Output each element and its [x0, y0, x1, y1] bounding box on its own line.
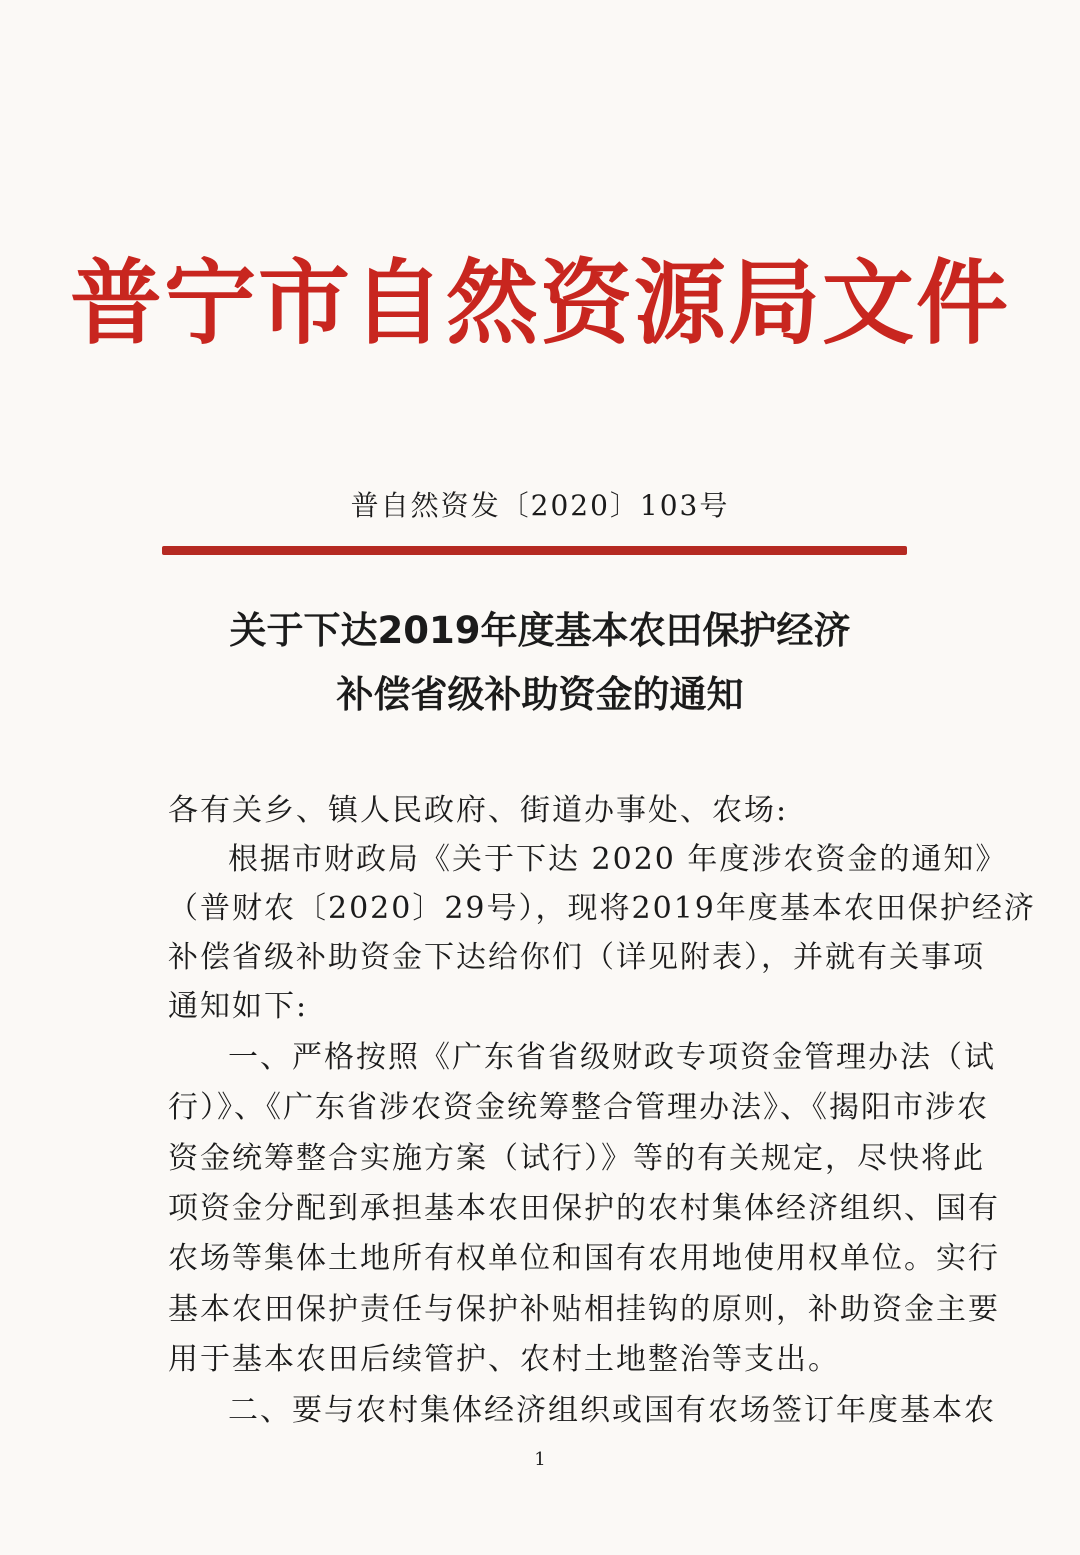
body-line: 一、严格按照《广东省省级财政专项资金管理办法（试 — [228, 1040, 996, 1075]
body-line: 基本农田保护责任与保护补贴相挂钩的原则，补助资金主要 — [168, 1292, 1000, 1327]
body-line: 行）》、《广东省涉农资金统筹整合管理办法》、《揭阳市涉农 — [168, 1090, 989, 1125]
page-number: 1 — [534, 1449, 546, 1470]
body-line: 通知如下: — [168, 989, 309, 1024]
document-number: 普自然资发〔2020〕103号 — [350, 489, 730, 522]
notice-title-line-2: 补偿省级补助资金的通知 — [336, 673, 744, 716]
body-line-addressee: 各有关乡、镇人民政府、街道办事处、农场: — [168, 793, 789, 828]
body-line: 根据市财政局《关于下达 2020 年度涉农资金的通知》 — [228, 842, 1008, 877]
body-line: 项资金分配到承担基本农田保护的农村集体经济组织、国有 — [168, 1191, 1000, 1226]
body-line: （普财农〔2020〕29号），现将2019年度基本农田保护经济 — [168, 891, 1036, 926]
body-line: 用于基本农田后续管护、农村土地整治等支出。 — [168, 1342, 840, 1377]
masthead-title: 普宁市自然资源局文件 — [69, 249, 1010, 357]
body-line: 农场等集体土地所有权单位和国有农用地使用权单位。实行 — [168, 1241, 1000, 1276]
body-line: 资金统筹整合实施方案（试行）》等的有关规定，尽快将此 — [168, 1141, 985, 1176]
notice-title-line-1: 关于下达2019年度基本农田保护经济 — [229, 609, 851, 652]
body-line: 补偿省级补助资金下达给你们（详见附表），并就有关事项 — [168, 940, 985, 975]
red-divider-line — [162, 546, 907, 555]
body-line: 二、要与农村集体经济组织或国有农场签订年度基本农 — [228, 1393, 996, 1428]
